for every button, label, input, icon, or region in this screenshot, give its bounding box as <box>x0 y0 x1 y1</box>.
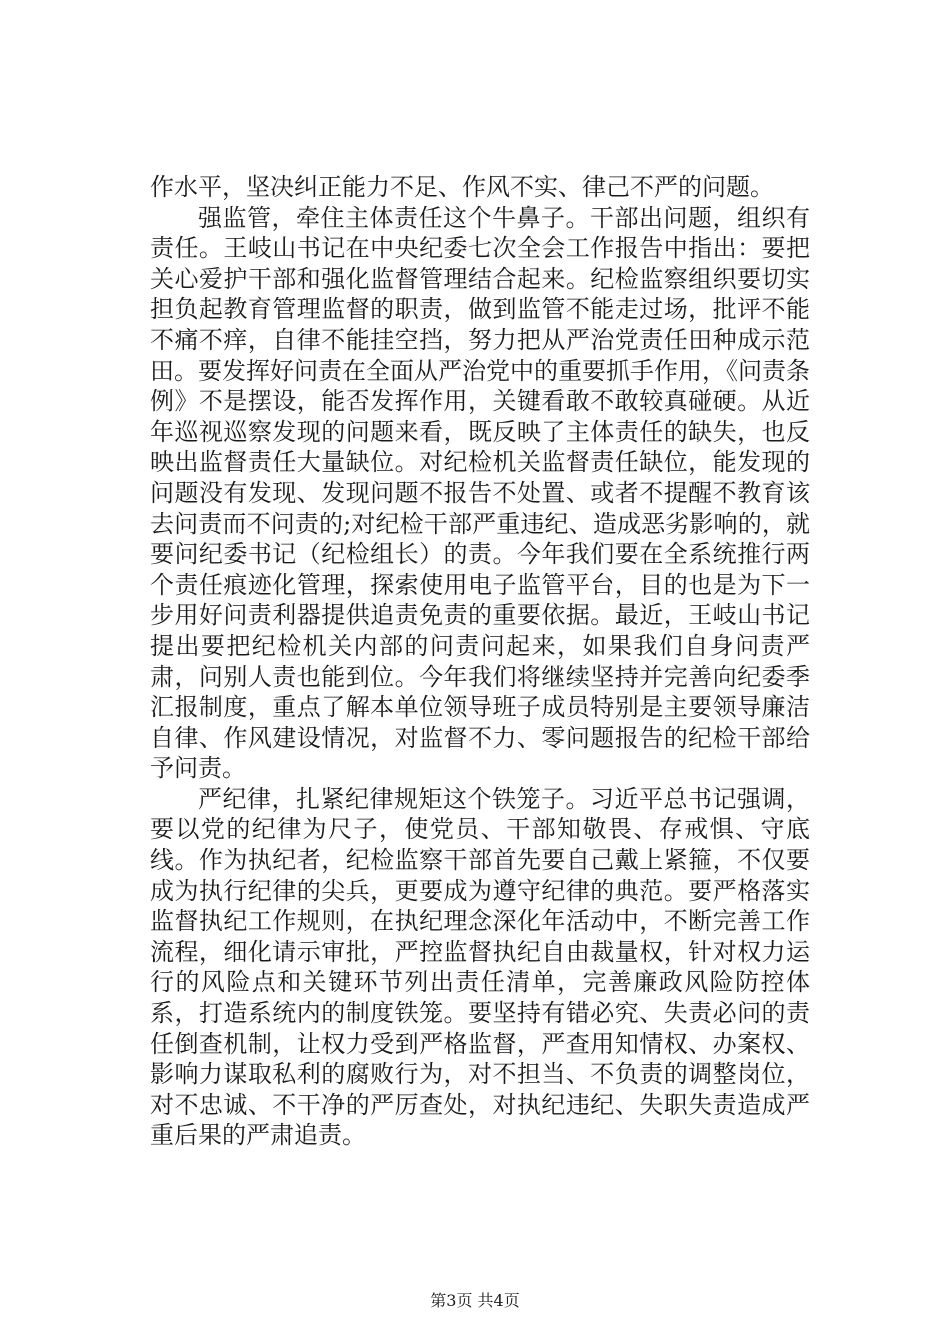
paragraph-continuation: 作水平，坚决纠正能力不足、作风不实、律己不严的问题。 <box>150 173 774 201</box>
page-number-footer: 第3页 共4页 <box>430 1291 520 1310</box>
paragraph-strict-discipline: 严纪律，扎紧纪律规矩这个铁笼子。习近平总书记强调，要以党的纪律为尺子，使党员、干部知敬畏、存戒惧、守底线。作为执纪者，纪检监察干部首先要自己戴上紧箍，不仅要成为执行纪律的尖兵，更要成为遵守纪律的典范。要严格落实监督执纪工作规则，在执纪理念深化年活动中，不断完善工作流程，细化请示审批，严控监督执纪自由裁量权，针对权力运行的风险点和关键环节列出责任清单，完善廉政风险防控体系，打造系统内的制度铁笼。要坚持有错必究、失责必问的责任倒查机制，让权力受到严格监督，严查用知情权、办案权、影响力谋取私利的腐败行为，对不担当、不负责的调整岗位，对不忠诚、不干净的严厉查处，对执纪违纪、失职失责造成严重后果的严肃追责。 <box>150 784 810 1150</box>
paragraph-strengthen-supervision: 强监管，牵住主体责任这个牛鼻子。干部出问题，组织有责任。王岐山书记在中央纪委七次全会工作报告中指出：要把关心爱护干部和强化监督管理结合起来。纪检监察组织要切实担负起教育管理监督的职责，做到监管不能走过场，批评不能不痛不痒，自律不能挂空挡，努力把从严治党责任田种成示范田。要发挥好问责在全面从严治党中的重要抓手作用，《问责条例》不是摆设，能否发挥作用，关键看敢不敢较真碰硬。从近年巡视巡察发现的问题来看，既反映了主体责任的缺失，也反映出监督责任大量缺位。对纪检机关监督责任缺位，能发现的问题没有发现、发现问题不报告不处置、或者不提醒不教育该去问责而不问责的;对纪检干部严重违纪、造成恶劣影响的，就要问纪委书记（纪检组长）的责。今年我们要在全系统推行两个责任痕迹化管理，探索使用电子监管平台，目的也是为下一步用好问责利器提供追责免责的重要依据。最近，王岐山书记提出要把纪检机关内部的问责问起来，如果我们自身问责严肃，问别人责也能到位。今年我们将继续坚持并完善向纪委季汇报制度，重点了解本单位领导班子成员特别是主要领导廉洁自律、作风建设情况，对监督不力、零问题报告的纪检干部给予问责。 <box>150 203 810 783</box>
document-body <box>150 172 810 1151</box>
